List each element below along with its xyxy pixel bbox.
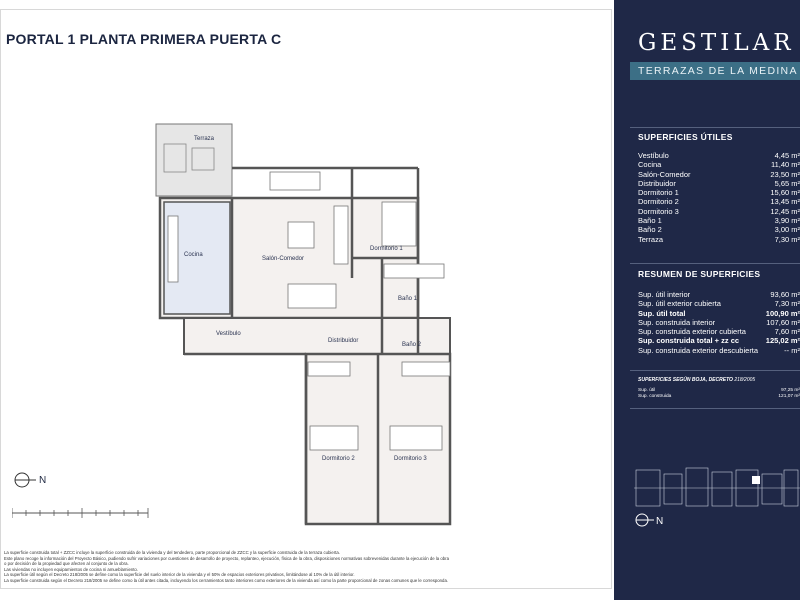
room-label-terraza: Terraza bbox=[194, 136, 215, 142]
note: o por decisión de la propiedad que afecten al conjunto de la obra. bbox=[4, 561, 129, 567]
north-label: N bbox=[39, 475, 47, 486]
room-label-bano-1: Baño 1 bbox=[398, 296, 418, 302]
room-label-dormitorio-2: Dormitorio 2 bbox=[322, 456, 355, 462]
table-row: Dormitorio 3 12,45 m² bbox=[638, 206, 800, 216]
superficies-utiles-heading: SUPERFICIES ÚTILES bbox=[638, 132, 733, 142]
table-row: Distribuidor 5,65 m² bbox=[638, 178, 800, 188]
note: La superficie útil según el Decreto 218/2005 se define como la superficie del suelo interior de la vivienda y el 50% de espacios exteriores privativos, limitándose al 10% de la útil interior. bbox=[4, 572, 355, 578]
note: Las viviendas no incluyen equipamientos de cocina ni amueblamiento. bbox=[4, 566, 139, 572]
table-row: Baño 1 3,90 m² bbox=[638, 216, 800, 226]
table-row: Sup. construida 121,07 m² bbox=[638, 394, 800, 400]
room-label-vestibulo: Vestíbulo bbox=[216, 331, 241, 337]
divider bbox=[630, 370, 800, 371]
table-row: Sup. útil total 100,90 m² bbox=[638, 308, 800, 318]
room-label-distribuidor: Distribuidor bbox=[328, 338, 359, 344]
page-title: PORTAL 1 PLANTA PRIMERA PUERTA C bbox=[6, 31, 282, 47]
table-row: Sup. útil 97,25 m² bbox=[638, 388, 800, 393]
divider bbox=[630, 263, 800, 264]
divider bbox=[630, 408, 800, 409]
table-row: Sup. útil interior 93,60 m² bbox=[638, 290, 800, 299]
footnotes bbox=[4, 550, 544, 584]
room-label-cocina: Cocina bbox=[184, 252, 203, 258]
superficies-utiles-table bbox=[638, 151, 800, 244]
room-label-dormitorio-3: Dormitorio 3 bbox=[394, 456, 427, 462]
table-row: Sup. construida total + zz cc 125,02 m² bbox=[638, 336, 800, 346]
table-row: Dormitorio 2 13,45 m² bbox=[638, 197, 800, 207]
site-north-compass-icon bbox=[634, 512, 674, 528]
site-north-label: N bbox=[656, 516, 664, 527]
resumen-table bbox=[638, 290, 800, 355]
info-panel bbox=[614, 0, 800, 600]
boja-heading: SUPERFICIES SEGÚN BOJA, DECRETO 218/2005 bbox=[638, 377, 756, 383]
terrace-area bbox=[156, 124, 232, 196]
brand-tagline: TERRAZAS DE LA MEDINA bbox=[630, 62, 800, 80]
note: La superficie construida total + ZZCC incluye la superficie construida de la vivienda y del tendedero, parte proporcional de ZZCC y la superficie construida de la terraza cubierta. bbox=[4, 550, 340, 555]
north-compass-icon bbox=[12, 470, 52, 490]
table-row: Sup. construida exterior cubierta 7,60 m² bbox=[638, 327, 800, 337]
table-row: Dormitorio 1 15,60 m² bbox=[638, 188, 800, 198]
boja-table bbox=[638, 388, 800, 401]
note: La superficie construida según el Decreto 218/2005 se define como la útil antes citada, incluyendo los cerramientos tanto interiores como exteriores de la vivienda así como la parte proporcional de zonas comunes que le corresponda. bbox=[4, 577, 449, 583]
room-label-salon: Salón-Comedor bbox=[262, 256, 305, 262]
resumen-heading: RESUMEN DE SUPERFICIES bbox=[638, 269, 761, 279]
table-row: Vestíbulo 4,45 m² bbox=[638, 151, 800, 160]
table-row: Salón-Comedor 23,50 m² bbox=[638, 169, 800, 179]
room-label-dormitorio-1: Dormitorio 1 bbox=[370, 246, 403, 252]
floor-plan bbox=[120, 118, 460, 528]
note: Este plano recoge la información del Proyecto Básico, pudiendo sufrir variaciones por cuestiones de desarrollo de proyecto, replanteo, ejecución, física de la obra, disposiciones normativas sobrevenidas durante la ejecución de la obra bbox=[4, 555, 449, 561]
brand-logo: GESTILAR bbox=[638, 30, 795, 56]
table-row: Sup. construida exterior descubierta -- m² bbox=[638, 345, 800, 355]
divider bbox=[630, 127, 800, 128]
site-plan-diagram bbox=[634, 466, 800, 510]
table-row: Terraza 7,30 m² bbox=[638, 234, 800, 244]
table-row: Sup. útil exterior cubierta 7,30 m² bbox=[638, 299, 800, 309]
table-row: Baño 2 3,00 m² bbox=[638, 225, 800, 235]
scale-bar bbox=[12, 505, 152, 521]
table-row: Cocina 11,40 m² bbox=[638, 160, 800, 170]
table-row: Sup. construida interior 107,60 m² bbox=[638, 317, 800, 327]
room-label-bano-2: Baño 2 bbox=[402, 342, 422, 348]
